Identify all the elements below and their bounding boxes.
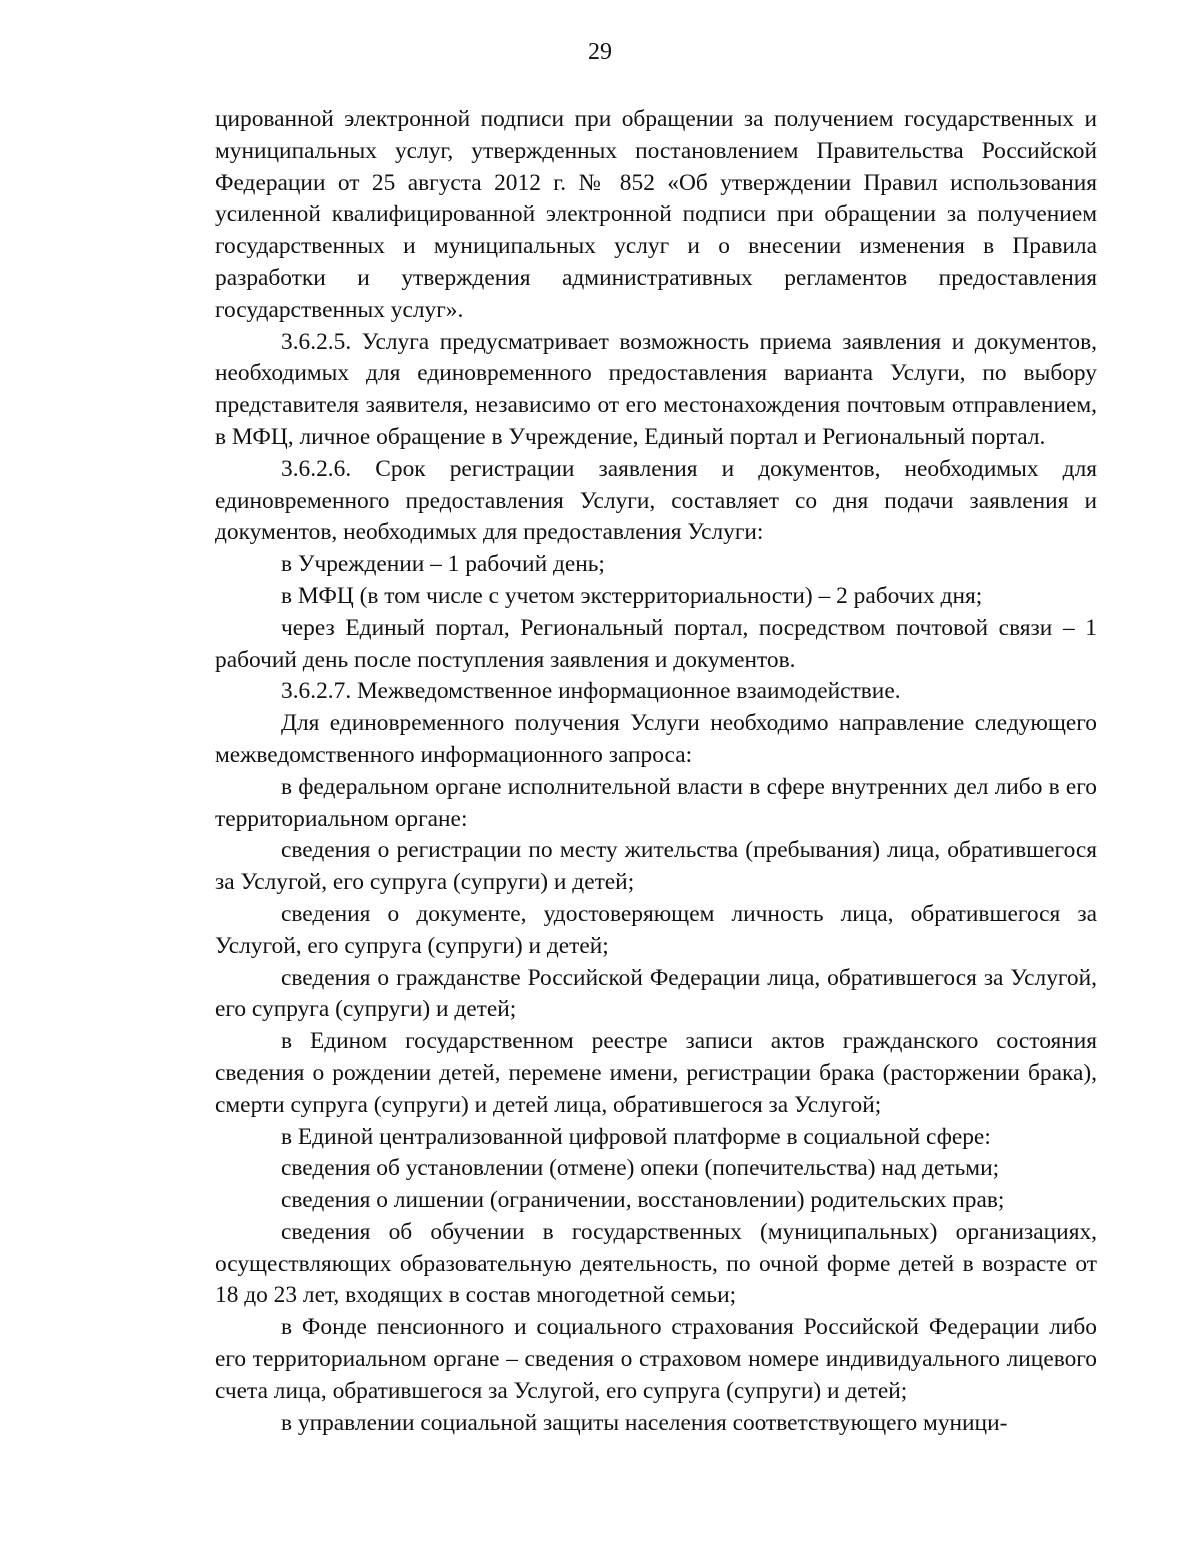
paragraph: в Единой централизованной цифровой платформе в социальной сфере: <box>281 1123 991 1150</box>
paragraph: в федеральном органе исполнительной власти в сфере внутренних дел либо в его территориальном органе: <box>215 773 1097 832</box>
paragraph: сведения о регистрации по месту жительства (пребывания) лица, обратившегося за Услугой, его супруга (супруги) и детей; <box>215 837 1097 896</box>
paragraph: 3.6.2.5. Услуга предусматривает возможность приема заявления и документов, необходимых для единовременного предоставления варианта Услуги, по выбору представителя заявителя, независимо от его местонахождения почтовым отправлением, в МФЦ, личное обращение в Учреждение, Единый портал и Региональный портал. <box>215 328 1097 450</box>
paragraph: в МФЦ (в том числе с учетом экстерриториальности) – 2 рабочих дня; <box>281 582 983 609</box>
paragraph: сведения об обучении в государственных (муниципальных) организациях, осуществляющих образовательную деятельность, по очной форме детей в возрасте от 18 до 23 лет, входящих в состав многодетной семьи; <box>215 1218 1097 1309</box>
paragraph: 3.6.2.6. Срок регистрации заявления и документов, необходимых для единовременного предоставления Услуги, составляет со дня подачи заявления и документов, необходимых для предоставления Услуги: <box>215 455 1097 546</box>
paragraph: в управлении социальной защиты населения соответствующего муници- <box>281 1409 1008 1436</box>
paragraph: через Единый портал, Региональный портал, посредством почтовой связи – 1 рабочий день после поступления заявления и документов. <box>215 614 1097 673</box>
paragraph: Для единовременного получения Услуги необходимо направление следующего межведомственного информационного запроса: <box>215 710 1097 768</box>
paragraph: сведения о документе, удостоверяющем личность лица, обратившегося за Услугой, его супруга (супруги) и детей; <box>215 900 1097 959</box>
paragraph: в Едином государственном реестре записи актов гражданского состояния сведения о рождении детей, перемене имени, регистрации брака (расторжении брака), смерти супруга (супруги) и детей лица, обратившегося за Услугой; <box>215 1028 1097 1118</box>
document-body <box>215 104 1097 1439</box>
paragraph: сведения об установлении (отмене) опеки (попечительства) над детьми; <box>281 1155 1000 1182</box>
paragraph: в Учреждении – 1 рабочий день; <box>281 551 605 578</box>
paragraph: сведения о лишении (ограничении, восстановлении) родительских прав; <box>281 1187 1005 1214</box>
paragraph: 3.6.2.7. Межведомственное информационное взаимодействие. <box>281 678 901 705</box>
paragraph: сведения о гражданстве Российской Федерации лица, обратившегося за Услугой, его супруга (супруги) и детей; <box>215 964 1097 1023</box>
paragraph: в Фонде пенсионного и социального страхования Российской Федерации либо его территориальном органе – сведения о страховом номере индивидуального лицевого счета лица, обратившегося за Услугой, его супруга (супруги) и детей; <box>215 1314 1097 1404</box>
page-number: 29 <box>588 39 612 65</box>
paragraph: цированной электронной подписи при обращении за получением государственных и муниципальных услуг, утвержденных постановлением Правительства Российской Федерации от 25 августа 2012 г. № 852 «Об утверждении Правил использования усиленной квалифицированной электронной подписи при обращении за получением государственных и муниципальных услуг и о внесении изменения в Правила разработки и утверждения административных регламентов предоставления государственных услуг». <box>215 106 1097 323</box>
